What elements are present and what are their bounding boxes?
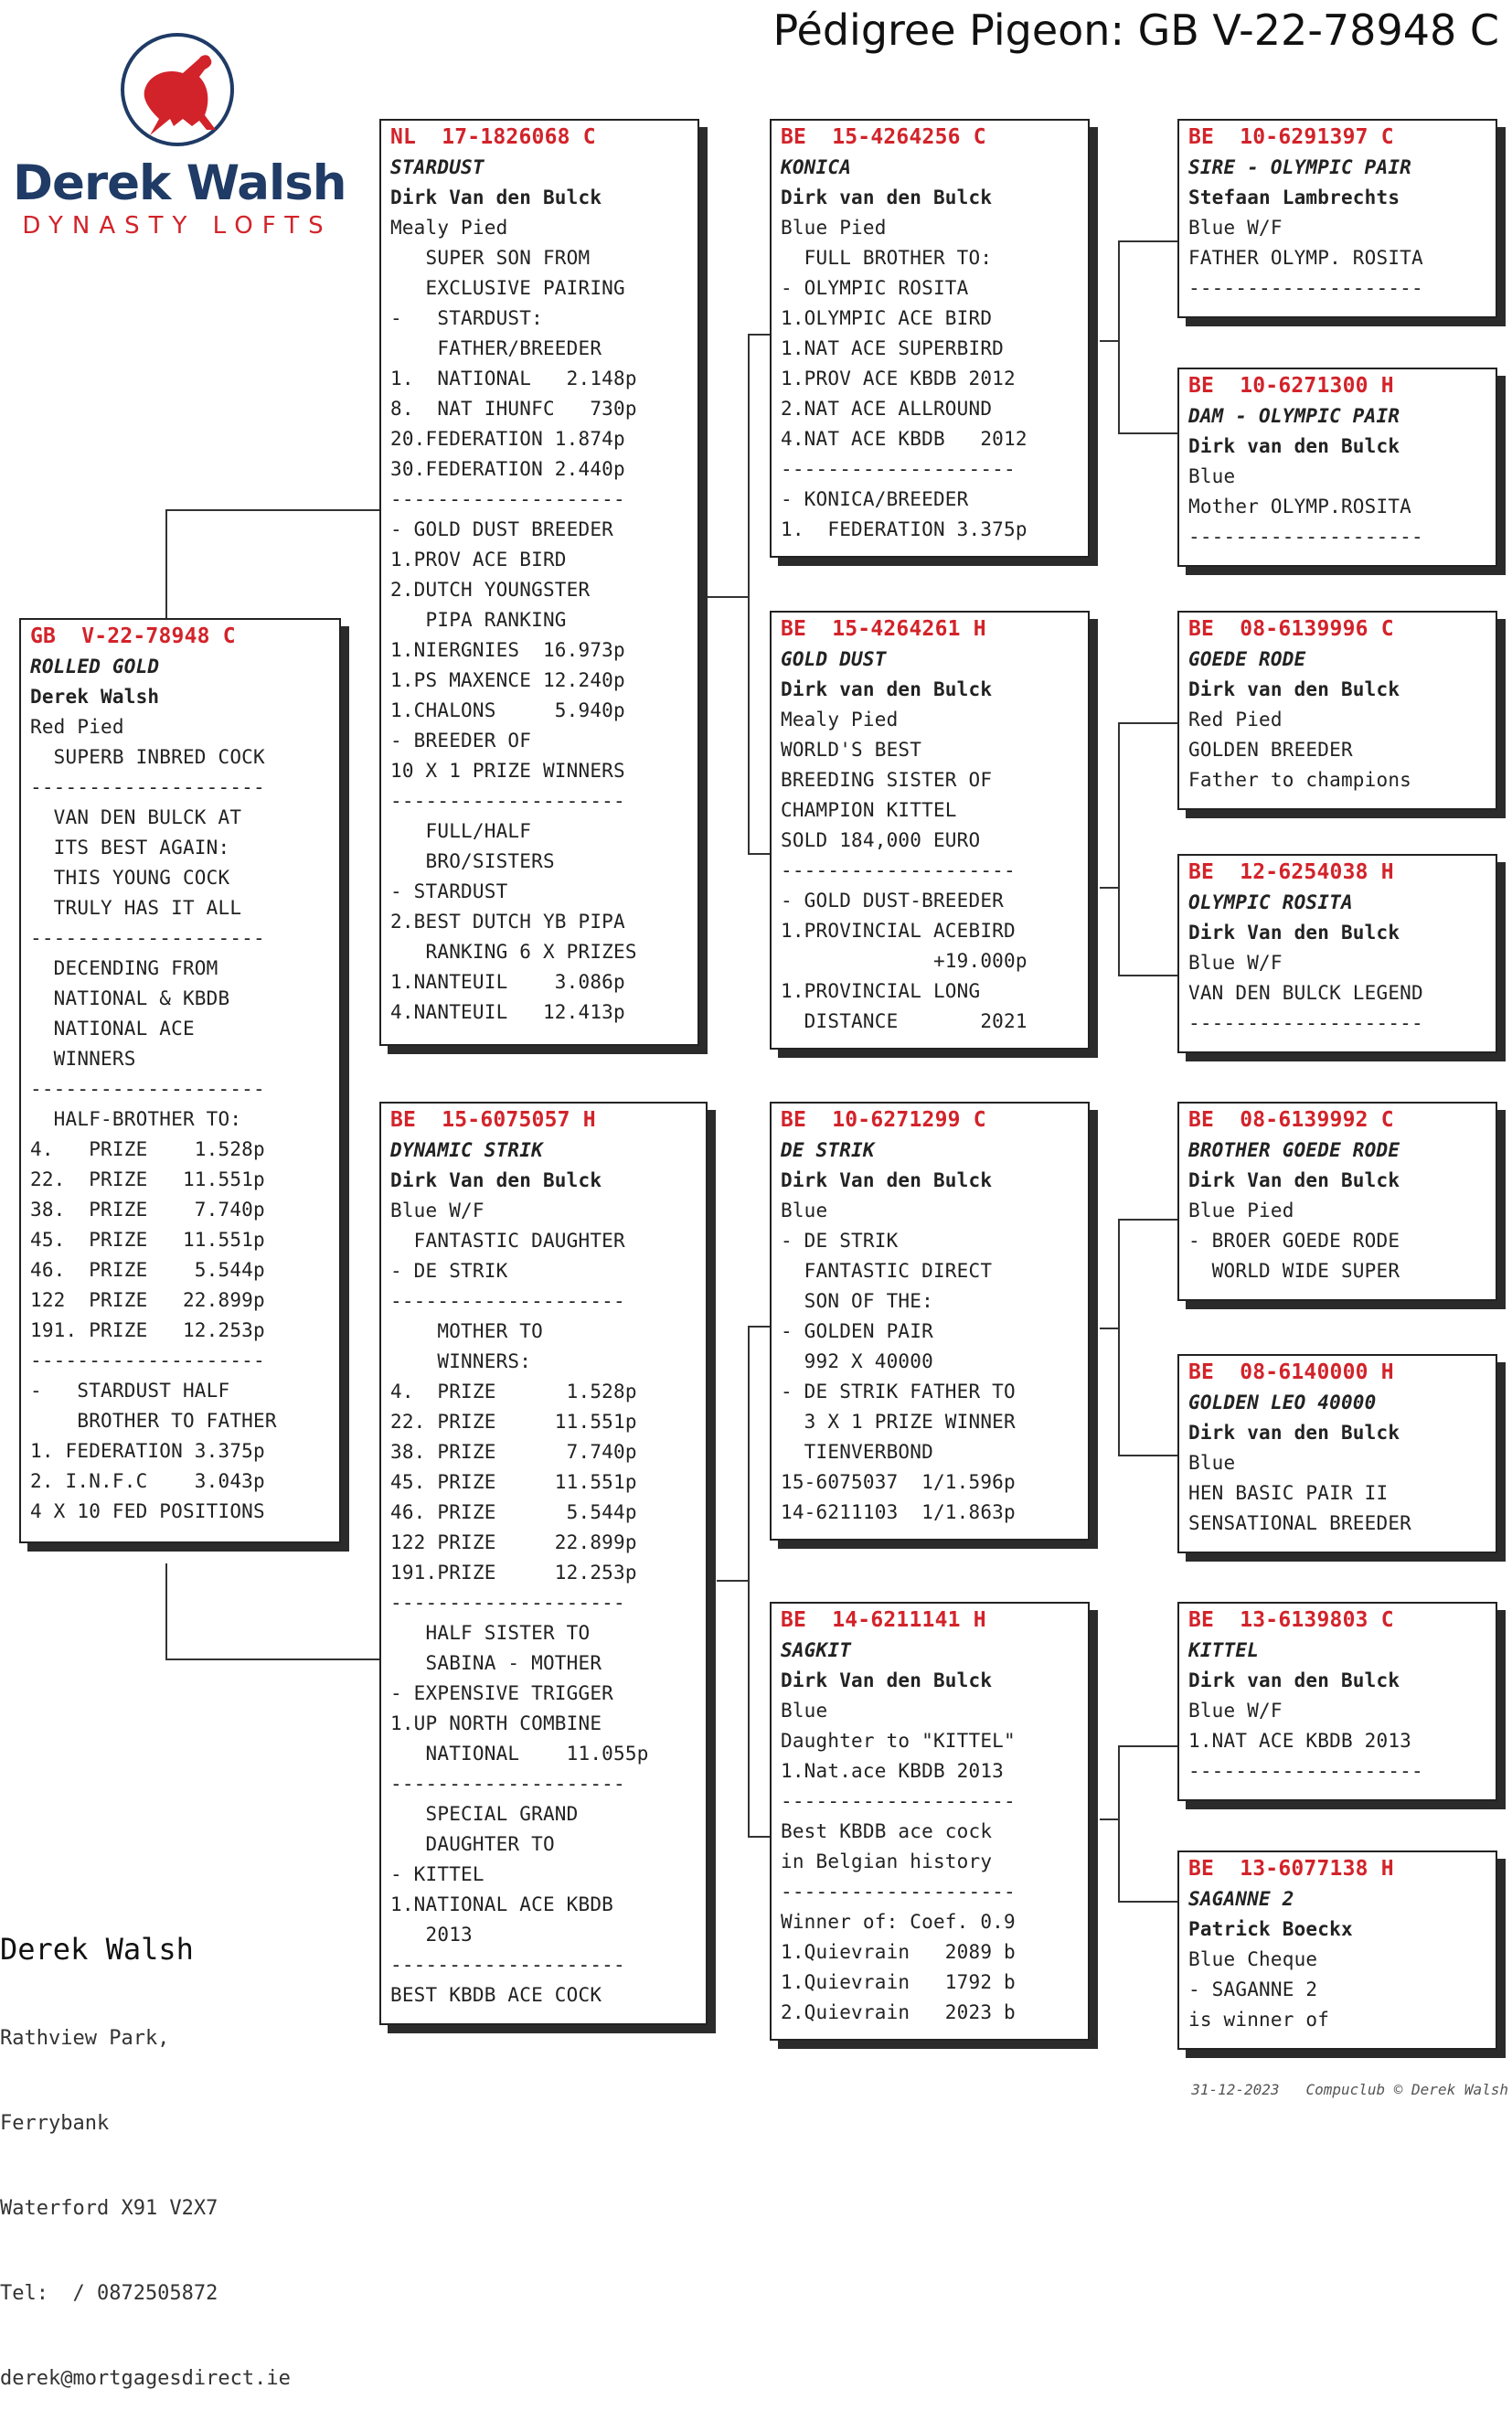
info-line: 4 X 10 FED POSITIONS (30, 1500, 265, 1522)
info-line: 1. FEDERATION 3.375p (30, 1440, 265, 1462)
info-line: HALF SISTER TO (390, 1622, 591, 1644)
info-line: -------------------- (390, 1290, 625, 1312)
logo-name: Derek Walsh (13, 155, 346, 211)
breeder-name: Dirk van den Bulck (781, 187, 993, 208)
info-line: BREEDING SISTER OF (781, 769, 993, 791)
info-line: WINNERS: (390, 1350, 532, 1372)
ring-number: BE 13-6139803 C (1188, 1608, 1394, 1632)
info-line: 1.Quievrain 1792 b (781, 1971, 1016, 1993)
ring-number: BE 08-6139996 C (1188, 617, 1394, 641)
info-line: - STARDUST (390, 880, 508, 902)
info-line: NATIONAL ACE (30, 1018, 195, 1040)
info-line: SENSATIONAL BREEDER (1188, 1512, 1412, 1534)
info-line: Red Pied (30, 716, 124, 738)
info-line: BRO/SISTERS (390, 850, 555, 872)
ring-number: NL 17-1826068 C (390, 125, 596, 149)
contact-line: Rathview Park, (0, 2027, 170, 2050)
pedigree-box-subject (19, 618, 341, 1543)
info-line: - DE STRIK (390, 1260, 508, 1282)
logo (13, 27, 346, 247)
info-line: 4.NAT ACE KBDB 2012 (781, 428, 1028, 450)
contact-phone: Tel: / 0872505872 (0, 2282, 218, 2305)
info-line: 38. PRIZE 7.740p (30, 1199, 265, 1221)
info-line: 14-6211103 1/1.863p (781, 1501, 1016, 1523)
info-line: 1. FEDERATION 3.375p (781, 518, 1028, 540)
info-line: 1.CHALONS 5.940p (390, 699, 625, 721)
breeder-name: Dirk van den Bulck (1188, 1422, 1400, 1444)
info-line: HALF-BROTHER TO: (30, 1108, 242, 1130)
info-line: -------------------- (1188, 277, 1423, 299)
info-line: 2. I.N.F.C 3.043p (30, 1470, 265, 1492)
info-line: DISTANCE 2021 (781, 1010, 1028, 1032)
info-line: 1.PROVINCIAL ACEBIRD (781, 920, 1016, 942)
info-line: PIPA RANKING (390, 609, 567, 631)
contact-line: Ferrybank (0, 2112, 110, 2135)
footer-credit: 31-12-2023 Compuclub © Derek Walsh (1191, 2081, 1508, 2098)
info-line: DAUGHTER TO (390, 1833, 555, 1855)
ring-number: BE 08-6139992 C (1188, 1108, 1394, 1132)
info-line: 3 X 1 PRIZE WINNER (781, 1411, 1016, 1433)
breeder-name: Patrick Boeckx (1188, 1918, 1353, 1940)
pigeon-name: GOLD DUST (781, 648, 887, 670)
pigeon-name: SIRE - OLYMPIC PAIR (1188, 156, 1412, 178)
contact-block (0, 1874, 366, 2421)
pigeon-icon (13, 27, 342, 155)
info-line: FANTASTIC DAUGHTER (390, 1230, 625, 1252)
info-line: 2.DUTCH YOUNGSTER (390, 579, 591, 601)
info-line: -------------------- (390, 488, 625, 510)
info-line: - EXPENSIVE TRIGGER (390, 1682, 614, 1704)
info-line: VAN DEN BULCK AT (30, 806, 242, 828)
info-line: TRULY HAS IT ALL (30, 897, 242, 919)
pedigree-box-dam-dam (770, 1602, 1090, 2041)
page-title: Pédigree Pigeon: GB V-22-78948 C (772, 5, 1499, 55)
pigeon-name: DAM - OLYMPIC PAIR (1188, 405, 1400, 427)
info-line: - GOLD DUST BREEDER (390, 518, 614, 540)
info-line: GOLDEN BREEDER (1188, 739, 1353, 761)
info-line: Blue Pied (1188, 1200, 1294, 1221)
info-line: -------------------- (390, 790, 625, 812)
breeder-name: Derek Walsh (30, 686, 160, 708)
info-line: 1.NATIONAL ACE KBDB (390, 1893, 614, 1915)
info-line: 1.PROV ACE KBDB 2012 (781, 368, 1016, 389)
info-line: 191. PRIZE 12.253p (30, 1319, 265, 1341)
info-line: SON OF THE: (781, 1290, 933, 1312)
info-line: 1.PROV ACE BIRD (390, 549, 567, 571)
info-line: VAN DEN BULCK LEGEND (1188, 982, 1423, 1004)
pedigree-box-dam-sire (770, 1102, 1090, 1541)
info-line: Best KBDB ace cock (781, 1820, 993, 1842)
info-line: -------------------- (390, 1773, 625, 1795)
info-line: - STARDUST HALF (30, 1380, 230, 1402)
info-line: Mealy Pied (390, 217, 508, 239)
info-line: 38. PRIZE 7.740p (390, 1441, 637, 1463)
pigeon-name: GOEDE RODE (1188, 648, 1306, 670)
breeder-name: Dirk Van den Bulck (390, 1169, 602, 1191)
ring-number: BE 10-6291397 C (1188, 125, 1394, 149)
info-line: 2.NAT ACE ALLROUND (781, 398, 993, 420)
info-line: 1.PS MAXENCE 12.240p (390, 669, 625, 691)
info-line: 46. PRIZE 5.544p (30, 1259, 265, 1281)
info-line: NATIONAL 11.055p (390, 1743, 649, 1765)
info-line: 1.NAT ACE KBDB 2013 (1188, 1730, 1412, 1752)
info-line: Blue (781, 1700, 828, 1722)
info-line: -------------------- (30, 776, 265, 798)
pigeon-name: DE STRIK (781, 1139, 875, 1161)
info-line: - BROER GOEDE RODE (1188, 1230, 1400, 1252)
info-line: 1.NAT ACE SUPERBIRD (781, 337, 1005, 359)
info-line: Father to champions (1188, 769, 1412, 791)
pigeon-name: OLYMPIC ROSITA (1188, 891, 1353, 913)
logo-subtitle: DYNASTY LOFTS (22, 212, 333, 240)
ring-number: BE 13-6077138 H (1188, 1857, 1394, 1881)
info-line: Blue Cheque (1188, 1948, 1318, 1970)
info-line: BROTHER TO FATHER (30, 1410, 277, 1432)
info-line: WORLD'S BEST (781, 739, 922, 761)
info-line: -------------------- (30, 1078, 265, 1100)
info-line: 1.OLYMPIC ACE BIRD (781, 307, 993, 329)
pigeon-name: SAGANNE 2 (1188, 1888, 1294, 1910)
pigeon-name: KITTEL (1188, 1639, 1260, 1661)
pedigree-box-sss (1177, 119, 1497, 318)
info-line: 2013 (390, 1924, 473, 1946)
info-line: 4.NANTEUIL 12.413p (390, 1001, 625, 1023)
info-line: 2.Quievrain 2023 b (781, 2001, 1016, 2023)
info-line: - GOLD DUST-BREEDER (781, 890, 1005, 912)
pigeon-name: KONICA (781, 156, 852, 178)
contact-line: Waterford X91 V2X7 (0, 2197, 218, 2220)
info-line: HEN BASIC PAIR II (1188, 1482, 1389, 1504)
info-line: -------------------- (30, 1349, 265, 1371)
info-line: -------------------- (390, 1954, 625, 1976)
pedigree-box-sds (1177, 611, 1497, 810)
ring-number: BE 14-6211141 H (781, 1608, 986, 1632)
info-line: SABINA - MOTHER (390, 1652, 602, 1674)
info-line: - STARDUST: (390, 307, 543, 329)
info-line: 2.BEST DUTCH YB PIPA (390, 911, 625, 933)
info-line: Blue W/F (390, 1200, 484, 1221)
pedigree-box-ddd (1177, 1850, 1497, 2050)
contact-name: Derek Walsh (0, 1932, 194, 1967)
info-line: in Belgian history (781, 1850, 993, 1872)
info-line: -------------------- (1188, 1760, 1423, 1782)
info-line: FULL BROTHER TO: (781, 247, 993, 269)
info-line: -------------------- (390, 1592, 625, 1614)
info-line: 20.FEDERATION 1.874p (390, 428, 625, 450)
breeder-name: Dirk Van den Bulck (1188, 1169, 1400, 1191)
breeder-name: Stefaan Lambrechts (1188, 187, 1400, 208)
info-line: -------------------- (781, 859, 1016, 881)
ring-number: GB V-22-78948 C (30, 624, 236, 648)
info-line: - DE STRIK FATHER TO (781, 1381, 1016, 1402)
info-line: 15-6075037 1/1.596p (781, 1471, 1016, 1493)
info-line: Blue Pied (781, 217, 887, 239)
info-line: FATHER OLYMP. ROSITA (1188, 247, 1423, 269)
pigeon-name: STARDUST (390, 156, 484, 178)
ring-number: BE 15-4264261 H (781, 617, 986, 641)
info-line: SUPERB INBRED COCK (30, 746, 265, 768)
info-line: - DE STRIK (781, 1230, 899, 1252)
info-line: - SAGANNE 2 (1188, 1978, 1318, 2000)
info-line: 45. PRIZE 11.551p (390, 1471, 637, 1493)
info-line: Red Pied (1188, 709, 1283, 731)
info-line: 1.NIERGNIES 16.973p (390, 639, 625, 661)
info-line: 22. PRIZE 11.551p (30, 1168, 265, 1190)
pedigree-box-dss (1177, 1102, 1497, 1301)
info-line: -------------------- (30, 927, 265, 949)
info-line: 46. PRIZE 5.544p (390, 1501, 637, 1523)
info-line: 122 PRIZE 22.899p (390, 1531, 637, 1553)
ring-number: BE 15-4264256 C (781, 125, 986, 149)
info-line: 8. NAT IHUNFC 730p (390, 398, 637, 420)
info-line: - BREEDER OF (390, 730, 532, 752)
info-line: 22. PRIZE 11.551p (390, 1411, 637, 1433)
info-line: -------------------- (1188, 1012, 1423, 1034)
pigeon-name: SAGKIT (781, 1639, 852, 1661)
ring-number: BE 10-6271299 C (781, 1108, 986, 1132)
info-line: DECENDING FROM (30, 957, 218, 979)
info-line: RANKING 6 X PRIZES (390, 941, 637, 963)
info-line: 4. PRIZE 1.528p (390, 1381, 637, 1402)
info-line: TIENVERBOND (781, 1441, 933, 1463)
info-line: SOLD 184,000 EURO (781, 829, 981, 851)
breeder-name: Dirk Van den Bulck (1188, 922, 1400, 944)
info-line: WORLD WIDE SUPER (1188, 1260, 1400, 1282)
ring-number: BE 08-6140000 H (1188, 1360, 1394, 1384)
info-line: 1.PROVINCIAL LONG (781, 980, 981, 1002)
info-line: 30.FEDERATION 2.440p (390, 458, 625, 480)
info-line: Blue (1188, 1452, 1236, 1474)
info-line: +19.000p (781, 950, 1028, 972)
info-line: 45. PRIZE 11.551p (30, 1229, 265, 1251)
pedigree-box-ssd (1177, 368, 1497, 567)
contact-email: derek@mortgagesdirect.ie (0, 2367, 291, 2390)
info-line: WINNERS (30, 1048, 136, 1070)
breeder-name: Dirk van den Bulck (781, 678, 993, 700)
info-line: Blue W/F (1188, 952, 1283, 974)
ring-number: BE 12-6254038 H (1188, 860, 1394, 884)
info-line: Blue W/F (1188, 217, 1283, 239)
info-line: Winner of: Coef. 0.9 (781, 1911, 1016, 1933)
info-line: Daughter to "KITTEL" (781, 1730, 1016, 1752)
breeder-name: Dirk van den Bulck (1188, 678, 1400, 700)
info-line: MOTHER TO (390, 1320, 543, 1342)
info-line: -------------------- (1188, 526, 1423, 548)
pedigree-box-sire-dam (770, 611, 1090, 1050)
info-line: 1.Nat.ace KBDB 2013 (781, 1760, 1005, 1782)
info-line: -------------------- (781, 458, 1016, 480)
info-line: Blue (781, 1200, 828, 1221)
pedigree-box-sdd (1177, 854, 1497, 1053)
breeder-name: Dirk Van den Bulck (781, 1669, 993, 1691)
breeder-name: Dirk van den Bulck (1188, 435, 1400, 457)
info-line: is winner of (1188, 2009, 1330, 2031)
info-line: - KONICA/BREEDER (781, 488, 969, 510)
info-line: FANTASTIC DIRECT (781, 1260, 993, 1282)
info-line: 992 X 40000 (781, 1350, 933, 1372)
info-line: SUPER SON FROM (390, 247, 591, 269)
info-line: Blue (1188, 465, 1236, 487)
info-line: 1.NANTEUIL 3.086p (390, 971, 625, 993)
info-line: Mealy Pied (781, 709, 899, 731)
ring-number: BE 10-6271300 H (1188, 374, 1394, 398)
info-line: BEST KBDB ACE COCK (390, 1984, 602, 2006)
info-line: SPECIAL GRAND (390, 1803, 579, 1825)
info-line: Mother OLYMP.ROSITA (1188, 496, 1412, 517)
pedigree-box-sire-sire (770, 119, 1090, 558)
pigeon-name: DYNAMIC STRIK (390, 1139, 543, 1161)
info-line: 1.UP NORTH COMBINE (390, 1712, 602, 1734)
breeder-name: Dirk van den Bulck (1188, 1669, 1400, 1691)
info-line: FULL/HALF (390, 820, 532, 842)
info-line: 122 PRIZE 22.899p (30, 1289, 265, 1311)
pedigree-box-dsd (1177, 1354, 1497, 1553)
info-line: - GOLDEN PAIR (781, 1320, 933, 1342)
ring-number: BE 15-6075057 H (390, 1108, 596, 1132)
info-line: 191.PRIZE 12.253p (390, 1562, 637, 1584)
info-line: FATHER/BREEDER (390, 337, 602, 359)
info-line: - OLYMPIC ROSITA (781, 277, 969, 299)
pedigree-box-dam (379, 1102, 708, 2025)
pigeon-name: BROTHER GOEDE RODE (1188, 1139, 1400, 1161)
info-line: ITS BEST AGAIN: (30, 837, 230, 859)
info-line: 1.Quievrain 2089 b (781, 1941, 1016, 1963)
info-line: THIS YOUNG COCK (30, 867, 230, 889)
pigeon-name: ROLLED GOLD (30, 656, 160, 677)
info-line: - KITTEL (390, 1863, 484, 1885)
pedigree-box-sire (379, 119, 699, 1046)
info-line: -------------------- (781, 1881, 1016, 1903)
info-line: 1. NATIONAL 2.148p (390, 368, 637, 389)
info-line: 10 X 1 PRIZE WINNERS (390, 760, 625, 782)
breeder-name: Dirk Van den Bulck (781, 1169, 993, 1191)
breeder-name: Dirk Van den Bulck (390, 187, 602, 208)
info-line: NATIONAL & KBDB (30, 987, 230, 1009)
info-line: -------------------- (781, 1790, 1016, 1812)
pigeon-name: GOLDEN LEO 40000 (1188, 1392, 1377, 1413)
info-line: EXCLUSIVE PAIRING (390, 277, 625, 299)
pedigree-box-dds (1177, 1602, 1497, 1801)
info-line: CHAMPION KITTEL (781, 799, 957, 821)
info-line: 4. PRIZE 1.528p (30, 1138, 265, 1160)
info-line: Blue W/F (1188, 1700, 1283, 1722)
